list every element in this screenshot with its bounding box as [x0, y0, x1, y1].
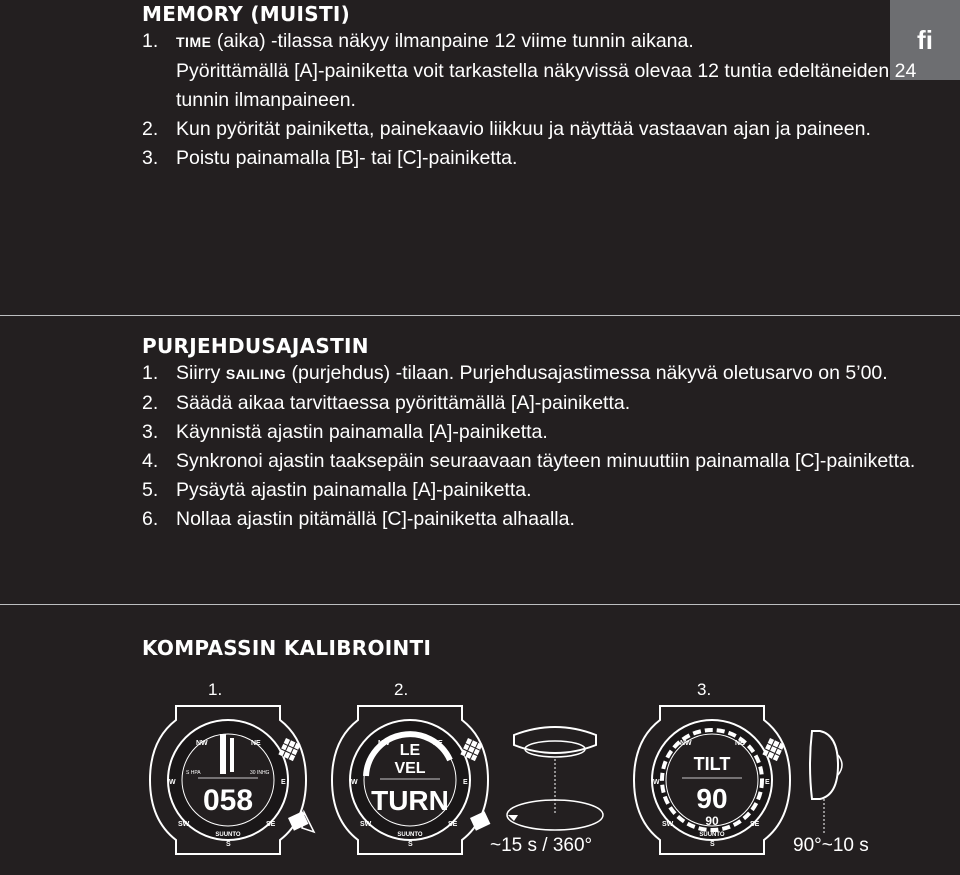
- svg-text:E: E: [281, 779, 286, 786]
- step-label-3: 3.: [697, 680, 712, 699]
- svg-text:VEL: VEL: [394, 760, 426, 777]
- memory-title: MEMORY (MUISTI): [142, 2, 351, 26]
- svg-text:E: E: [765, 779, 770, 786]
- svg-text:SW: SW: [662, 821, 674, 828]
- svg-text:90: 90: [705, 814, 719, 828]
- svg-text:SUUNTO: SUUNTO: [215, 832, 241, 838]
- svg-text:W: W: [351, 779, 358, 786]
- svg-text:SE: SE: [750, 821, 760, 828]
- svg-text:30 INHG: 30 INHG: [250, 770, 270, 776]
- svg-text:TILT: TILT: [693, 754, 731, 774]
- list-item: 5. Pysäytä ajastin painamalla [A]-painiketta.: [142, 479, 532, 501]
- svg-text:SE: SE: [266, 821, 276, 828]
- language-tab: fi: [890, 0, 960, 80]
- svg-text:W: W: [169, 779, 176, 786]
- list-item: 1. Siirry SAILING (purjehdus) -tilaan. Purjehdusajastimessa näkyvä oletusarvo on 5’00.: [142, 362, 888, 384]
- svg-text:NE: NE: [433, 740, 443, 747]
- svg-text:SUUNTO: SUUNTO: [699, 832, 725, 838]
- list-item: 2. Kun pyörität painiketta, painekaavio liikkuu ja näyttää vastaavan ajan ja paineen.: [142, 118, 871, 140]
- section-divider: [0, 604, 960, 605]
- list-item: 6. Nollaa ajastin pitämällä [C]-painiketta alhaalla.: [142, 508, 575, 530]
- list-item: 3. Käynnistä ajastin painamalla [A]-painiketta.: [142, 421, 548, 443]
- svg-text:NW: NW: [196, 740, 208, 747]
- svg-text:SW: SW: [178, 821, 190, 828]
- section-divider: [0, 315, 960, 316]
- svg-text:S HPA: S HPA: [186, 770, 201, 776]
- watch-illustration-3: [622, 700, 802, 860]
- rotation-caption: ~15 s / 360°: [490, 835, 593, 856]
- svg-text:NE: NE: [251, 740, 261, 747]
- compass-title: KOMPASSIN KALIBROINTI: [142, 636, 432, 660]
- list-item: 4. Synkronoi ajastin taaksepäin seuraavaan täyteen minuuttiin painamalla [C]-painiketta.: [142, 450, 916, 472]
- svg-text:NW: NW: [378, 740, 390, 747]
- sailing-section: [142, 334, 920, 534]
- svg-text:S: S: [408, 841, 413, 848]
- svg-text:NW: NW: [680, 740, 692, 747]
- compass-section: [142, 636, 920, 660]
- sailing-title: PURJEHDUSAJASTIN: [142, 334, 369, 358]
- svg-text:S: S: [226, 841, 231, 848]
- svg-text:SUUNTO: SUUNTO: [397, 832, 423, 838]
- step-label-1: 1.: [208, 680, 223, 699]
- svg-text:LE: LE: [399, 742, 421, 759]
- svg-text:S: S: [710, 841, 715, 848]
- rotation-illustration: [500, 715, 610, 840]
- svg-text:TURN: TURN: [371, 785, 449, 816]
- svg-text:058: 058: [202, 784, 254, 817]
- list-item: 3. Poistu painamalla [B]- tai [C]-painiketta.: [142, 147, 518, 169]
- tilt-caption: 90°~10 s: [793, 835, 869, 856]
- list-item: 1. TIME (aika) -tilassa näkyy ilmanpaine 12 viime tunnin aikana. Pyörittämällä [A]-painiketta voit tarkastella näkyvissä olevaa 12 tuntia edeltäneiden 24 tunnin ilmanpaineen.: [142, 30, 917, 111]
- tilt-illustration: [802, 725, 852, 835]
- memory-section: [142, 2, 920, 173]
- svg-text:90: 90: [696, 783, 728, 814]
- svg-text:W: W: [653, 779, 660, 786]
- watch-illustration-2: [320, 700, 500, 860]
- step-label-2: 2.: [394, 680, 409, 699]
- watch-illustration-1: [138, 700, 318, 860]
- list-item: 2. Säädä aikaa tarvittaessa pyörittämällä [A]-painiketta.: [142, 392, 631, 414]
- svg-text:SW: SW: [360, 821, 372, 828]
- svg-text:SE: SE: [448, 821, 458, 828]
- svg-text:NE: NE: [735, 740, 745, 747]
- svg-text:E: E: [463, 779, 468, 786]
